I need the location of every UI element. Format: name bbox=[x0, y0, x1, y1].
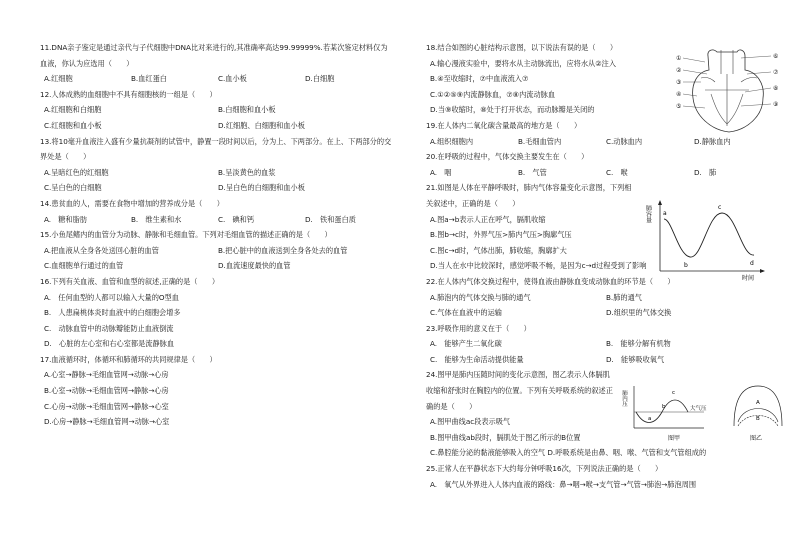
question-24 bbox=[426, 367, 782, 461]
option[interactable]: A. 糖和脂肪 bbox=[44, 214, 88, 224]
heart-diagram bbox=[675, 44, 783, 136]
question-15 bbox=[40, 227, 392, 274]
chart-ylabel: 肺容量 bbox=[644, 205, 652, 223]
point-label: c bbox=[718, 204, 722, 211]
figure-caption: 图乙 bbox=[750, 435, 763, 442]
chart-ylabel: 肺内压 bbox=[621, 390, 627, 407]
option-row bbox=[426, 290, 782, 306]
option-row bbox=[40, 180, 392, 196]
option-row bbox=[426, 258, 647, 274]
option-row bbox=[40, 118, 392, 134]
option-row bbox=[426, 477, 782, 493]
option[interactable]: A.图a→b表示人正在呼气，膈肌收缩 bbox=[430, 214, 546, 224]
option[interactable]: D.当⑨收缩时，⑧处于打开状态，而动脉瓣是关闭的 bbox=[430, 105, 595, 115]
question-13 bbox=[40, 134, 392, 196]
option[interactable]: C.呈白色的白细胞 bbox=[44, 183, 102, 193]
option-row bbox=[40, 212, 392, 228]
reference-label: 大气压 bbox=[690, 406, 707, 412]
option-row bbox=[426, 430, 620, 446]
option[interactable]: C.气体在血液中的运输 bbox=[430, 308, 502, 318]
heart-label: ① bbox=[676, 55, 682, 62]
option-row bbox=[426, 87, 670, 103]
option-row bbox=[40, 258, 392, 274]
chart-xlabel: 时间 bbox=[742, 275, 755, 282]
question-text: 18.结合如图的心脏结构示意图，以下说法有误的是（ ） bbox=[426, 43, 618, 52]
question-text: 21.如图是人体在平静呼吸时，肺内气体容量变化示意图，下列相关叙述中，正确的是（ ） bbox=[426, 183, 632, 208]
option[interactable]: A. 能够产生二氧化碳 bbox=[430, 339, 502, 349]
option[interactable]: D.组织里的气体交换 bbox=[606, 308, 672, 318]
heart-label: ⑨ bbox=[773, 101, 779, 108]
heart-label: ⑤ bbox=[676, 103, 682, 110]
option[interactable]: B.毛细血管内 bbox=[518, 136, 562, 146]
question-17 bbox=[40, 352, 392, 430]
option-row bbox=[40, 399, 392, 415]
option[interactable]: C. 喉 bbox=[606, 167, 628, 177]
option[interactable]: A.心室→静脉→毛细血管网→动脉→心房 bbox=[44, 370, 169, 380]
option[interactable]: B.图甲曲线ab段时，膈肌处于图乙所示的B位置 bbox=[430, 432, 581, 442]
question-text: 23.呼吸作用的意义在于（ ） bbox=[426, 323, 531, 333]
option[interactable]: B. 人患扁桃体炎时血液中的白细胞会增多 bbox=[44, 308, 181, 318]
option-row bbox=[426, 352, 782, 368]
option[interactable]: B. 气管 bbox=[518, 167, 547, 177]
point-label: a bbox=[663, 210, 667, 217]
option[interactable]: A.呈暗红色的红细胞 bbox=[44, 167, 109, 177]
question-23 bbox=[426, 321, 782, 368]
option-row bbox=[40, 336, 392, 352]
heart-label: ⑧ bbox=[773, 85, 779, 92]
option-row bbox=[40, 290, 392, 306]
left-column bbox=[40, 40, 392, 430]
option[interactable]: D.心房→静脉→毛细血管网→动脉→心室 bbox=[44, 417, 170, 427]
option[interactable]: B.图b→c时，外界气压>肺内气压>胸廓气压 bbox=[430, 230, 572, 240]
question-text: 15.小鱼尾鳍内的血管分为动脉、静脉和毛细血管。下列对毛细血管的描述正确的是（ ） bbox=[40, 230, 332, 240]
option[interactable]: B.心室→动脉→毛细血管网→静脉→心房 bbox=[44, 386, 169, 396]
option[interactable]: A.组织细胞内 bbox=[430, 136, 474, 146]
option-row bbox=[40, 305, 392, 321]
question-text: 14.患贫血的人，需要在食物中增加的营养成分是（ ） bbox=[40, 198, 224, 208]
option[interactable]: B.血红蛋白 bbox=[131, 74, 167, 84]
option[interactable]: D. 铁和蛋白质 bbox=[305, 214, 356, 224]
option[interactable]: A.红细胞 bbox=[44, 74, 73, 84]
option[interactable]: C.①②⑤⑨内流静脉血，⑦⑧内流动脉血 bbox=[430, 89, 556, 99]
option[interactable]: C.心房→动脉→毛细血管网→静脉→心室 bbox=[44, 401, 169, 411]
option[interactable]: C. 能够为生命活动提供能量 bbox=[430, 354, 524, 364]
option[interactable]: A.图甲曲线ac段表示吸气 bbox=[430, 417, 511, 427]
option-row bbox=[426, 445, 707, 461]
option[interactable]: B.白细胞和血小板 bbox=[218, 105, 276, 115]
question-text: 25.正常人在平静状态下大约每分钟呼吸16次，下列说法正确的是（ ） bbox=[426, 464, 663, 474]
question-text: 13.将10毫升血液注入盛有少量抗凝剂的试管中，静置一段时间以后，分为上、下两部分。在上、下两部分的交界处是（ ） bbox=[40, 136, 392, 162]
option-row bbox=[426, 414, 620, 430]
option-row bbox=[426, 71, 670, 87]
point-label: b bbox=[662, 404, 666, 410]
option-row bbox=[426, 165, 782, 181]
option[interactable]: D.当人在水中比较深时，感觉呼吸不畅，是因为c→d过程受到了影响 bbox=[430, 261, 647, 271]
option-row bbox=[40, 165, 392, 181]
pressure-chart bbox=[622, 382, 726, 442]
question-text: 12.人体成熟的血细胞中不具有细胞核的一组是（ ） bbox=[40, 89, 217, 99]
option-row bbox=[426, 102, 670, 118]
heart-label: ② bbox=[676, 67, 682, 74]
heart-label-left bbox=[676, 53, 779, 110]
option[interactable]: C. 碘和钙 bbox=[218, 214, 255, 224]
option-row bbox=[40, 383, 392, 399]
option[interactable]: A.红细胞和白细胞 bbox=[44, 105, 102, 115]
option[interactable]: C.鼻腔能分泌的黏液能够吸入的空气 D.呼吸系统是由鼻、咽、喉、气管和支气管组成的 bbox=[430, 448, 707, 458]
heart-label: ⑥ bbox=[773, 53, 779, 60]
option[interactable]: A.输心漫液实验中，要将水从主动脉流出，应将水从②注入 bbox=[430, 58, 617, 68]
option-row bbox=[40, 414, 392, 430]
question-16 bbox=[40, 274, 392, 352]
option-row bbox=[426, 56, 670, 72]
option-row bbox=[426, 243, 640, 259]
question-text: 17.血液循环时，体循环和肺循环的共同规律是（ ） bbox=[40, 354, 217, 364]
option-row bbox=[426, 212, 640, 228]
point-label: b bbox=[684, 262, 688, 269]
question-12 bbox=[40, 87, 392, 134]
option[interactable]: A. 氧气从外界进入人体内血液的路线：鼻→咽→喉→支气管→气管→肺泡→肺泡周围 bbox=[430, 479, 697, 489]
option[interactable]: B.肺的通气 bbox=[606, 292, 642, 302]
option[interactable]: C.血小板 bbox=[218, 74, 247, 84]
option[interactable]: C.血细胞单行通过的血管 bbox=[44, 261, 124, 271]
question-14 bbox=[40, 196, 392, 227]
question-text: 22.在人体内气体交换过程中，使得血液由静脉血变成动脉血的环节是（ ） bbox=[426, 276, 675, 286]
point-label: B bbox=[756, 416, 760, 422]
diaphragm-diagram bbox=[730, 382, 786, 442]
point-label: a bbox=[648, 416, 652, 422]
option-row bbox=[40, 102, 392, 118]
option[interactable]: C.动脉血内 bbox=[606, 136, 643, 146]
option[interactable]: C.图c→d时，气体出肺，肺收缩，胸廓扩大 bbox=[430, 245, 567, 255]
question-20 bbox=[426, 149, 782, 180]
option[interactable]: D.血流速度最快的血管 bbox=[218, 261, 291, 271]
option-row bbox=[40, 71, 392, 87]
option[interactable]: A. 咽 bbox=[430, 167, 452, 177]
option-row bbox=[40, 367, 392, 383]
option[interactable]: C. 动脉血管中的动脉瓣能防止血液倒流 bbox=[44, 323, 174, 333]
heart-label: ⑦ bbox=[773, 69, 779, 76]
option[interactable]: B.把心脏中的血液送到全身各处去的血管 bbox=[218, 245, 348, 255]
question-11 bbox=[40, 40, 392, 87]
question-text: 11.DNA亲子鉴定是通过亲代与子代细胞中DNA比对来进行的,其准确率高达99.99999%.若某次鉴定材料仅为血液，你认为应选用（ ） bbox=[40, 43, 388, 68]
option[interactable]: C.红细胞和血小板 bbox=[44, 120, 102, 130]
lung-volume-chart bbox=[646, 195, 768, 281]
option[interactable]: A.肺泡内的气体交换与肺的通气 bbox=[430, 292, 531, 302]
point-label: A bbox=[756, 400, 760, 406]
option[interactable]: D. 心脏的左心室和右心室都是流静脉血 bbox=[44, 339, 175, 349]
question-text: 24.图甲是肺内压随时间的变化示意图，图乙表示人体膈肌收缩和舒张时在胸腔内的位置。下列有关呼吸系统的叙述正确的是（ ） bbox=[426, 370, 613, 411]
option[interactable]: B.呈淡黄色的血浆 bbox=[218, 167, 276, 177]
heart-label: ④ bbox=[676, 91, 682, 98]
option[interactable]: B. 能够分解有机物 bbox=[606, 339, 671, 349]
question-text: 20.在呼吸的过程中，气体交换主要发生在（ ） bbox=[426, 152, 589, 162]
option[interactable]: D.白细胞 bbox=[305, 74, 335, 84]
figure-caption: 图甲 bbox=[668, 435, 681, 442]
point-label: d bbox=[750, 260, 754, 267]
option[interactable]: D. 肺 bbox=[694, 167, 717, 177]
heart-label: ③ bbox=[676, 79, 682, 86]
option[interactable]: D.呈白色的白细胞和血小板 bbox=[218, 183, 305, 193]
question-25 bbox=[426, 461, 782, 492]
option[interactable]: B.④至收缩时，⑦中血液流入⑦ bbox=[430, 74, 529, 84]
option-row bbox=[426, 336, 782, 352]
question-text: 19.在人体内二氧化碳含量最高的地方是（ ） bbox=[426, 120, 582, 130]
option[interactable]: B. 维生素和水 bbox=[131, 214, 182, 224]
point-label: c bbox=[672, 390, 676, 396]
option[interactable]: D.静脉血内 bbox=[694, 136, 731, 146]
option-row bbox=[426, 305, 782, 321]
option-row bbox=[40, 321, 392, 337]
question-text: 16.下列有关血液、血管和血型的叙述,正确的是（ ） bbox=[40, 276, 220, 286]
option[interactable]: A. 任何血型的人都可以输入大量的O型血 bbox=[44, 292, 179, 302]
option[interactable]: D.红细胞、白细胞和血小板 bbox=[218, 120, 305, 130]
option-row bbox=[40, 243, 392, 259]
option-row bbox=[426, 227, 640, 243]
option[interactable]: D. 能够吸收氧气 bbox=[606, 354, 665, 364]
option[interactable]: A.把血液从全身各处送回心脏的血管 bbox=[44, 245, 159, 255]
